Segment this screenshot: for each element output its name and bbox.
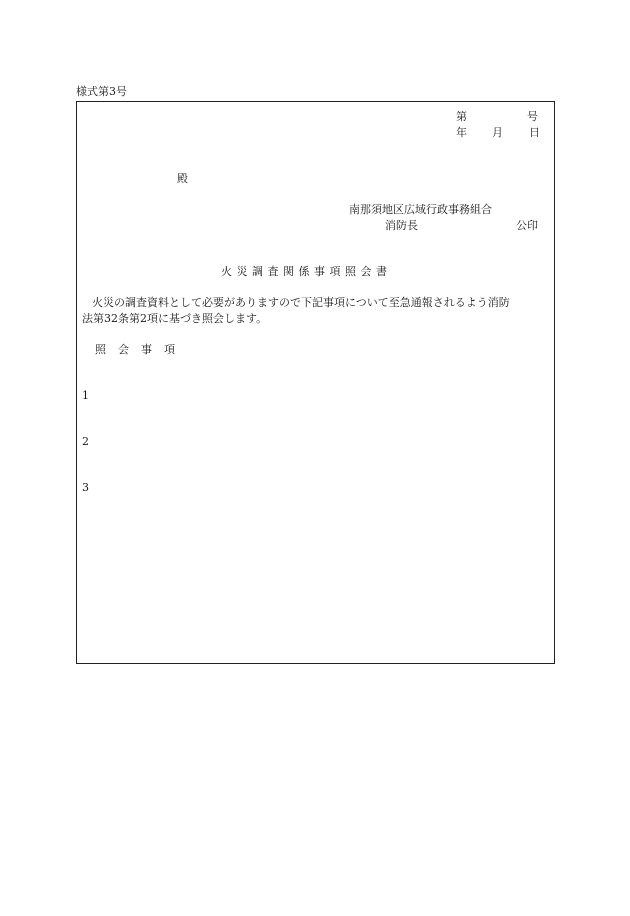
sender-organization: 南那須地区広域行政事務組合 xyxy=(349,203,492,216)
form-number: 様式第3号 xyxy=(76,85,127,98)
date-month-label: 月 xyxy=(492,126,503,139)
official-seal-label: 公印 xyxy=(516,219,538,232)
item-number: 1 xyxy=(82,389,89,402)
body-text-line-2: 法第32条第2項に基づき照会します。 xyxy=(82,312,268,325)
date-year-label: 年 xyxy=(456,126,467,139)
items-heading: 照会事項 xyxy=(95,343,187,356)
body-text-line-1: 火災の調査資料として必要がありますので下記事項について至急通報されるよう消防 xyxy=(92,296,510,309)
document-number-suffix: 号 xyxy=(527,110,538,123)
sender-title: 消防長 xyxy=(385,219,418,232)
addressee-suffix: 殿 xyxy=(177,172,188,185)
form-frame xyxy=(76,101,555,664)
document-title: 火災調査関係事項照会書 xyxy=(221,265,392,278)
item-number: 2 xyxy=(82,435,89,448)
item-number: 3 xyxy=(82,481,89,494)
date-day-label: 日 xyxy=(529,126,540,139)
document-number-label: 第 xyxy=(456,110,467,123)
